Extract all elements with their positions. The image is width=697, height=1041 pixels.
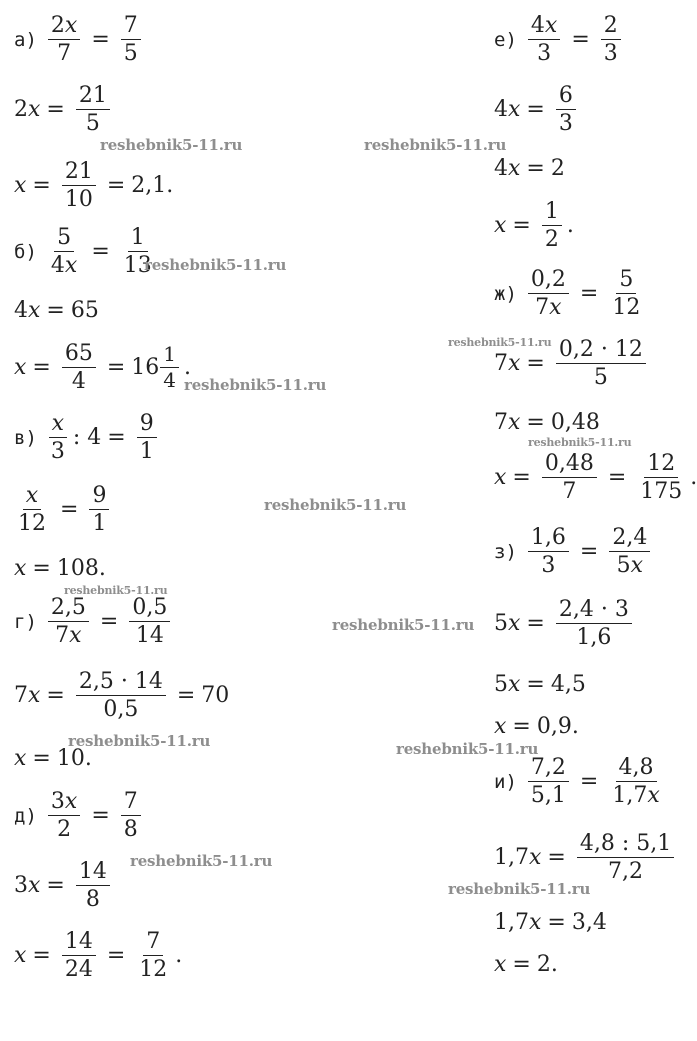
label-i: и) [494,770,517,793]
fraction [577,832,674,883]
eq-d-line-2 [14,860,115,911]
eq-i-line-2 [494,832,679,883]
variable: x [508,410,521,435]
variable: x [28,97,41,123]
fraction [121,790,141,841]
fraction [129,596,170,647]
fraction [542,200,562,251]
coef: 4 [14,298,28,323]
eq-e-line-2 [494,84,581,135]
denominator: 3 [603,41,618,67]
denominator: 8 [123,817,138,843]
label-g: г) [14,610,37,633]
fraction [76,670,166,721]
variable: x [508,611,521,637]
coef: 5 [494,672,508,697]
eq-z-line-3 [494,672,586,697]
equals: = [60,497,79,523]
eq-i-line-3 [494,910,607,935]
equals: = [32,746,51,771]
eq-z-line-2 [494,598,637,649]
variable: x [51,411,65,436]
label-e: е) [494,28,517,51]
denominator: 175 [640,479,683,505]
coef: 4 [530,13,545,38]
numerator: 14 [62,930,96,956]
eq-e-line-1 [494,14,626,65]
variable: x [64,789,78,814]
denominator: 1,6 [576,625,612,651]
numerator: 6 [556,84,576,110]
equals: = [91,239,110,265]
equals: = [526,611,545,637]
coef: 4 [494,156,508,181]
numerator: 21 [62,160,96,186]
denominator: 12 [18,511,46,537]
equals: = [607,465,627,491]
coef: 4 [494,97,508,123]
eq-v-line-2 [10,484,114,535]
numerator: 12 [644,452,678,478]
coef: 4 [50,253,65,279]
fraction [48,412,68,463]
eq-a-line-3 [14,160,173,211]
denominator: 2 [57,817,72,843]
eq-e-line-4 [494,200,574,251]
numerator: 7 [121,14,141,40]
fraction [76,84,110,135]
equals: = [571,27,590,53]
result: 2. [536,952,558,977]
numerator: 1 [128,226,148,252]
denominator: 7 [57,41,72,67]
coef: 7 [14,683,28,709]
fraction [528,756,569,807]
denominator: 7,2 [608,859,644,885]
numerator: 2,5 · 14 [76,670,166,696]
label-z: з) [494,540,517,563]
variable: x [544,13,558,38]
coef: 7 [55,623,70,649]
denominator: 5 [593,365,608,391]
fraction [121,14,141,65]
fraction [528,268,569,319]
result: 70 [201,683,230,709]
numerator: 0,5 [129,596,170,622]
numerator: 9 [137,412,157,438]
fraction [48,596,89,647]
fraction [48,14,80,65]
denominator: 1 [139,439,154,465]
coef: 7 [494,351,508,377]
result: 10. [56,746,92,771]
eq-g-line-2 [14,670,229,721]
eq-g-line-1 [14,596,175,647]
variable: x [630,553,644,579]
numerator: 21 [76,84,110,110]
variable: x [508,156,521,181]
label-v: в) [14,426,37,449]
label-d: д) [14,804,37,827]
fraction [137,412,157,463]
whole-part: 16 [131,355,160,381]
result: 0,48 [550,410,600,435]
variable: x [647,783,660,809]
coef: 2 [14,97,28,123]
watermark: reshebnik5-11.ru [64,584,168,597]
result: 0,9. [536,714,579,739]
fraction [160,344,179,391]
equals: = [32,355,51,381]
equals: = [46,298,65,323]
denominator: 8 [85,887,100,913]
coef: 7 [535,295,550,321]
denominator: 3 [50,439,65,465]
equals: = [46,873,65,899]
equals: = [512,952,531,977]
variable: x [64,13,78,38]
variable: x [508,97,521,123]
eq-d-line-1 [14,790,146,841]
denominator: 3 [537,41,552,67]
watermark: reshebnik5-11.ru [130,852,273,870]
coef: 1,7 [494,910,529,935]
denominator: 3 [558,111,573,137]
denominator: 12 [612,295,641,321]
numerator: 2,4 · 3 [556,598,632,624]
result: 108. [56,556,106,581]
numerator: 0,2 · 12 [556,338,646,364]
numerator: 2 [601,14,621,40]
equals: = [579,281,599,307]
equals: = [579,769,599,795]
fraction [62,160,96,211]
numerator: 5 [616,268,636,294]
equals: = [176,683,196,709]
watermark: reshebnik5-11.ru [448,336,552,349]
watermark: reshebnik5-11.ru [364,136,507,154]
eq-v-line-1 [14,412,162,463]
eq-zh-line-3 [494,410,600,435]
divide-term: : 4 [72,425,102,451]
variable: x [494,714,507,739]
fraction [528,14,560,65]
equals: = [579,539,599,565]
denominator: 3 [541,553,556,579]
fraction [556,598,632,649]
fraction [556,84,576,135]
variable: x [549,295,562,321]
result: 3,4 [571,910,607,935]
eq-a-line-2 [14,84,115,135]
eq-i-line-1 [494,756,668,807]
numerator: 5 [54,226,74,252]
numerator: 7 [143,930,163,956]
denominator: 7 [562,479,577,505]
period: . [175,943,183,969]
watermark: reshebnik5-11.ru [264,496,407,514]
denominator: 5,1 [530,783,566,809]
numerator: 7 [121,790,141,816]
variable: x [14,746,27,771]
fraction [62,342,96,393]
variable: x [28,298,41,323]
equals: = [526,672,545,697]
watermark: reshebnik5-11.ru [184,376,327,394]
watermark: reshebnik5-11.ru [68,732,211,750]
equals: = [106,943,126,969]
fraction [609,526,650,577]
label-b: б) [14,240,37,263]
coef: 7 [494,410,508,435]
fraction [89,484,109,535]
variable: x [25,483,39,508]
fraction [62,930,96,981]
eq-b-line-2 [14,298,99,323]
numerator: 1,6 [528,526,569,552]
numerator: 0,48 [542,452,597,478]
equals: = [106,355,126,381]
watermark: reshebnik5-11.ru [144,256,287,274]
eq-b-line-1 [14,226,160,277]
fraction [48,226,80,277]
period: . [566,213,574,239]
result: 2,1. [131,173,174,199]
denominator: 13 [123,253,152,279]
equals: = [32,173,51,199]
variable: x [494,465,507,491]
result: 4,5 [550,672,586,697]
variable: x [529,845,542,871]
equals: = [526,351,545,377]
numerator: 65 [62,342,96,368]
fraction [528,526,569,577]
denominator: 10 [64,187,93,213]
numerator: 4,8 : 5,1 [577,832,674,858]
fraction [76,860,110,911]
numerator: 0,2 [528,268,569,294]
coef: 1,7 [612,783,648,809]
equals: = [526,97,545,123]
equals: = [547,845,566,871]
eq-zh-line-4 [494,452,697,503]
period: . [690,465,697,491]
watermark: reshebnik5-11.ru [100,136,243,154]
coef: 5 [616,553,631,579]
eq-b-line-3 [14,342,191,393]
equals: = [46,97,65,123]
eq-i-line-4 [494,952,558,977]
result: 65 [70,298,99,323]
equals: = [526,156,545,181]
numerator: 1 [160,344,179,368]
equals: = [91,803,110,829]
numerator: 9 [89,484,109,510]
equals: = [526,410,545,435]
equals: = [99,609,119,635]
fraction [637,452,685,503]
watermark: reshebnik5-11.ru [396,740,539,758]
variable: x [28,873,41,899]
watermark: reshebnik5-11.ru [528,436,632,449]
label-a: а) [14,28,37,51]
denominator: 12 [139,957,168,983]
equals: = [512,714,531,739]
fraction [609,756,662,807]
variable: x [529,910,542,935]
variable: x [508,672,521,697]
variable: x [508,351,521,377]
fraction [15,484,49,535]
eq-a-line-1 [14,14,146,65]
result: 2 [550,156,565,181]
eq-zh-line-1 [494,268,648,319]
coef: 3 [50,789,65,814]
numerator: 2,4 [609,526,650,552]
numerator: 1 [542,200,562,226]
equals: = [512,465,531,491]
eq-e-line-3 [494,156,565,181]
variable: x [14,355,27,381]
equals: = [106,173,126,199]
variable: x [64,253,78,279]
denominator: 5 [123,41,138,67]
equals: = [46,683,65,709]
equals: = [32,556,51,581]
denominator: 14 [135,623,164,649]
variable: x [69,623,82,649]
denominator: 0,5 [103,697,139,723]
variable: x [14,173,27,199]
fraction [136,930,170,981]
eq-z-line-1 [494,526,655,577]
numerator: 2,5 [48,596,89,622]
eq-d-line-3 [14,930,182,981]
fraction [542,452,597,503]
fraction [601,14,621,65]
coef: 1,7 [494,845,529,871]
watermark: reshebnik5-11.ru [448,880,591,898]
watermark: reshebnik5-11.ru [332,616,475,634]
eq-z-line-4 [494,714,579,739]
coef: 3 [14,873,28,899]
equals: = [32,943,51,969]
fraction [609,268,643,319]
numerator: 14 [76,860,110,886]
label-zh: ж) [494,282,517,305]
denominator: 5 [85,111,100,137]
variable: x [494,213,507,239]
numerator: 4,8 [616,756,657,782]
equals: = [547,910,566,935]
equals: = [512,213,531,239]
variable: x [14,556,27,581]
denominator: 2 [544,227,559,253]
equals: = [91,27,110,53]
eq-v-line-3 [14,556,106,581]
variable: x [28,683,41,709]
period: . [184,355,192,381]
mixed-number [131,344,191,391]
fraction [48,790,80,841]
variable: x [14,943,27,969]
fraction [556,338,646,389]
denominator: 24 [64,957,93,983]
denominator: 1 [92,511,107,537]
coef: 2 [50,13,65,38]
numerator: 7,2 [528,756,569,782]
denominator: 4 [71,369,86,395]
coef: 5 [494,611,508,637]
equals: = [107,425,126,451]
denominator: 4 [163,368,177,393]
variable: x [494,952,507,977]
